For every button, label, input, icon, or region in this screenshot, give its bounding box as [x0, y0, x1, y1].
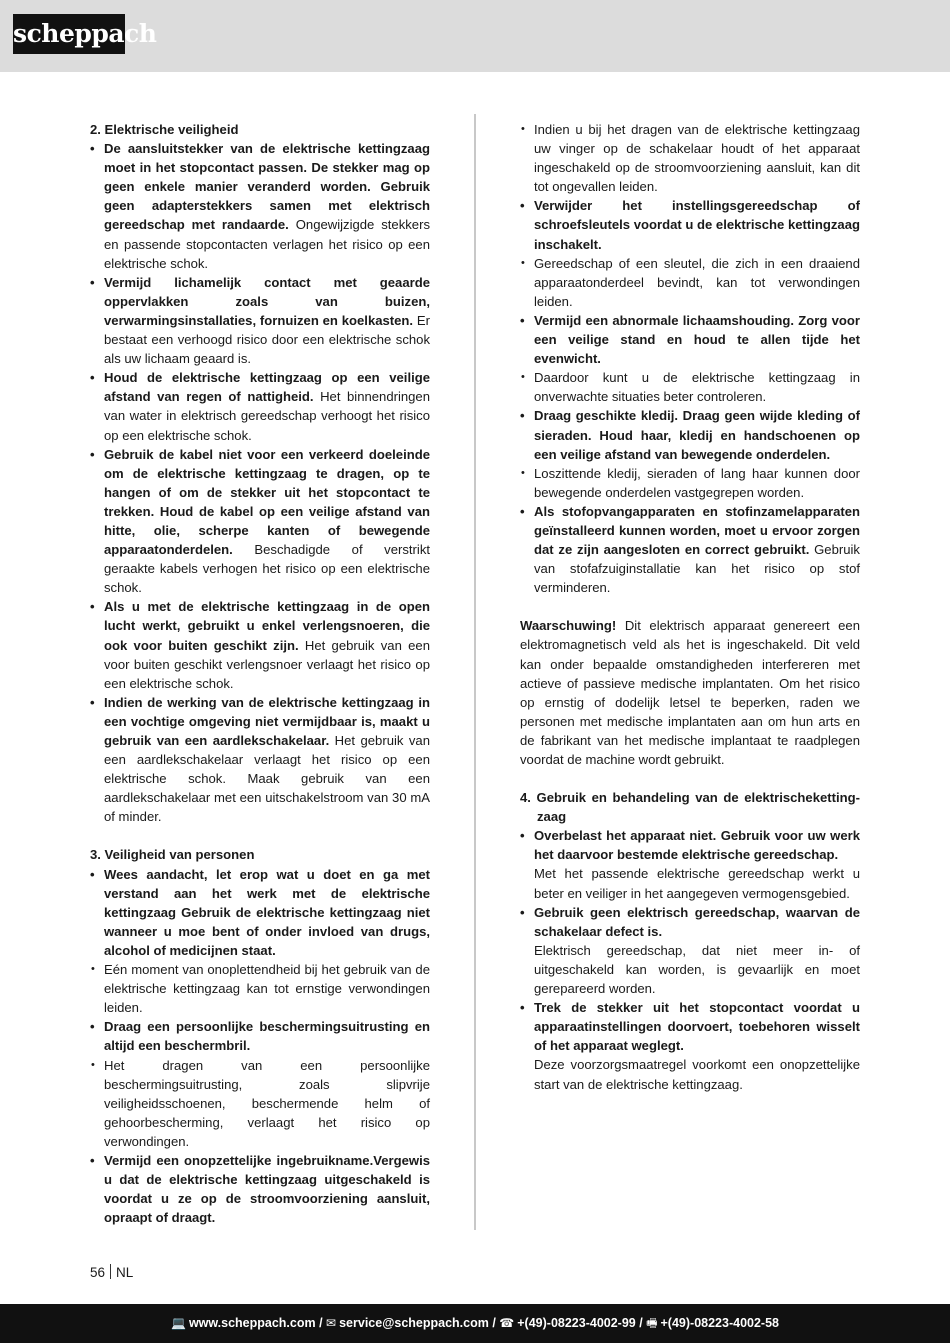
footer-website[interactable]: www.scheppach.com /: [188, 1316, 323, 1330]
bold-text: Draag een persoonlijke beschermingsuitrusting en altijd een beschermbril.: [104, 1019, 430, 1054]
body-text: Het dragen van een persoonlijke beschermingsuitrusting, zoals slipvrije veiligheidsschoenen, beschermende helm of gehoorbescherming, verlaagt het risico op verwondingen.: [104, 1057, 430, 1149]
bullet-item: [90, 597, 430, 692]
section-heading: 2. Elektrische veiligheid: [90, 122, 239, 137]
bullet-item: [520, 311, 860, 368]
section-heading: 3. Veiligheid van personen: [90, 847, 255, 863]
bullet-item: [520, 826, 860, 864]
bullet-item: [520, 998, 860, 1055]
bullet-item: [90, 273, 430, 368]
spacer: [90, 826, 430, 845]
body-text: Het binnendringen van water in elektrisch gereedschap verhoogt het risico op een elektrische schok.: [104, 389, 431, 443]
bold-text: Vermijd een abnormale lichaamshouding. Zorg voor een veilige stand en houd te allen tijde het evenwicht.: [534, 312, 860, 367]
body-text: Daardoor kunt u de elektrische kettingzaag in onverwachte situaties beter controleren.: [534, 370, 860, 405]
page-number-separator: [110, 1264, 111, 1279]
bullet-note: [520, 1055, 860, 1093]
bullet-explanation: [520, 464, 860, 502]
bullet-item: [90, 1151, 430, 1227]
body-text: Elektrisch gereedschap, dat niet meer in- of uitgeschakeld kan worden, is gevaarlijk en moet gerepareerd worden.: [534, 942, 860, 997]
bold-text: Waarschuwing!: [520, 618, 617, 634]
body-text: Loszittende kledij, sieraden of lang haar kunnen door bewegende onderdelen vastgegrepen worden.: [534, 465, 860, 500]
bullet-explanation: [90, 960, 430, 1017]
bold-text: Verwijder het instellingsgereedschap of schroefsleutels voordat u de elektrische kettingzaag inschakelt.: [534, 198, 860, 252]
footer-fax: +(49)-08223-4002-58: [660, 1316, 779, 1330]
bold-text: Vermijd lichamelijk contact met geaarde oppervlakken zoals van buizen, verwarmingsinstallaties, fornuizen en koelkasten.: [104, 274, 430, 328]
bold-text: Wees aandacht, let erop wat u doet en ga met verstand aan het werk met de elektrische kettingzaag Gebruik de elektrische kettingzaag niet wanneer u moe bent of onder invloed van drugs, alcohol of medicijnen staat.: [104, 866, 430, 958]
body-text: Met het passende elektrische gereedschap werkt u beter en veiliger in het aangegeven vermogensgebied.: [534, 866, 860, 901]
body-text: Het gebruik van een aardlekschakelaar verlaagt het risico op een elektrische schok. Maak gebruik van een aardlekschakelaar met een uitschakelstroom van 30 mA of minder.: [104, 733, 430, 825]
bullet-explanation: [520, 120, 860, 196]
body-text: Dit elektrisch apparaat genereert een elektromagnetisch veld als het is ingeschakeld. Dit veld kan onder bepaalde omstandigheden interfereren met actieve of passieve medische implantaten. Om het risico op ernstig of dodelijk letsel te beperken, raden we personen met medische implantaten aan om hun arts en de fabrikant van het medische implantaat te raadplegen voordat de machine wordt gebruikt.: [520, 618, 860, 767]
footer-phone: +(49)-08223-4002-99 /: [517, 1316, 643, 1330]
left-column: [90, 120, 430, 1227]
body-text: Gebruik van stofafzuiginstallatie kan het risico op stof verminderen.: [534, 542, 860, 596]
bold-text: Houd de elektrische kettingzaag op een veilige afstand van regen of nattigheid.: [104, 370, 430, 405]
bullet-item: [520, 406, 860, 463]
right-column: [520, 120, 860, 1094]
body-text: Eén moment van onoplettendheid bij het gebruik van de elektrische kettingzaag kan tot ernstige verwondingen leiden.: [104, 962, 430, 1016]
body-text: Indien u bij het dragen van de elektrische kettingzaag uw vinger op de schakelaar houdt of het apparaat ingeschakeld op de stroomvoorziening aansluit, kan dit tot ongevallen leiden.: [534, 122, 860, 195]
bullet-note: [520, 941, 860, 998]
bold-text: Draag geschikte kledij. Draag geen wijde kleding of sieraden. Houd haar, kledij en handschoenen op een veilige afstand van bewegende onderdelen.: [534, 408, 860, 462]
bold-text: Gebruik geen elektrisch gereedschap, waarvan de schakelaar defect is.: [534, 904, 860, 939]
bullet-note: [520, 864, 860, 902]
bullet-explanation: [520, 254, 860, 311]
body-text: Gereedschap of een sleutel, die zich in een draaiend apparaatonderdeel bevindt, kan tot verwondingen leiden.: [534, 255, 860, 309]
spacer: [520, 769, 860, 788]
body-text: Beschadigde of verstrikt geraakte kabels verhogen het risico op een elektrische schok.: [104, 542, 430, 596]
bullet-explanation: [90, 1056, 430, 1151]
footer-email[interactable]: service@scheppach.com /: [339, 1316, 496, 1330]
bullet-explanation: [520, 368, 860, 406]
page-footer: [0, 1304, 950, 1343]
body-text: Ongewijzigde stekkers en passende stopcontacten verlagen het risico op een elektrische schok.: [104, 217, 430, 271]
scheppach-logo: scheppach: [13, 14, 125, 54]
phone-icon: ☎: [499, 1316, 515, 1330]
bold-text: Overbelast het apparaat niet. Gebruik voor uw werk het daarvoor bestemde elektrische gereedschap.: [534, 828, 860, 863]
spacer: [520, 597, 860, 616]
column-divider: [474, 114, 476, 1230]
page-header: [0, 0, 950, 72]
page-language: NL: [116, 1265, 134, 1280]
bold-text: Indien de werking van de elektrische kettingzaag in een vochtige omgeving niet vermijdbaar is, maakt u gebruik van een aardlekschakelaar.: [104, 694, 430, 748]
bullet-item: [90, 368, 430, 444]
bullet-item: [520, 903, 860, 941]
page-number: [90, 1264, 133, 1280]
bold-text: Als u met de elektrische kettingzaag in de open lucht werkt, gebruikt u enkel verlengsnoeren, die ook voor buiten geschikt zijn.: [104, 599, 430, 653]
bullet-item: [90, 1017, 430, 1055]
bullet-item: [90, 139, 430, 273]
bullet-item: [90, 445, 430, 598]
bold-text: Vermijd een onopzettelijke ingebruikname.Vergewis u dat de elektrische kettingzaag uitgeschakeld is voordat u ze op de stroomvoorziening aansluit, opraapt of draagt.: [104, 1152, 430, 1226]
fax-icon: 🖷: [646, 1316, 658, 1330]
bullet-item: [90, 693, 430, 827]
body-text: Het gebruik van een voor buiten geschikt verlengsnoer verlaagt het risico op een elektrische schok.: [104, 637, 430, 691]
bullet-item: [90, 865, 430, 960]
bold-text: De aansluitstekker van de elektrische kettingzaag moet in het stopcontact passen. De stekker mag op geen enkele manier veranderd worden. Gebruik geen adapterstekkers samen met elektrisch gereedschap met randaarde.: [104, 141, 430, 233]
bullet-item: [520, 502, 860, 597]
mail-icon: ✉: [326, 1316, 337, 1330]
body-text: Er bestaat een verhoogd risico door een elektrische schok als uw lichaam geaard is.: [104, 312, 430, 367]
bullet-item: [520, 196, 860, 253]
page-number-value: 56: [90, 1265, 106, 1280]
warning-paragraph: [520, 616, 860, 769]
section-heading: 4. Gebruik en behandeling van de elektrischekettingzaag: [520, 790, 860, 825]
bold-text: Trek de stekker uit het stopcontact voordat u apparaatinstellingen doorvoert, toebehoren wisselt of het apparaat weglegt.: [534, 1000, 860, 1054]
body-text: Deze voorzorgsmaatregel voorkomt een onopzettelijke start van de elektrische kettingzaag.: [534, 1057, 860, 1092]
bold-text: Gebruik de kabel niet voor een verkeerd doeleinde om de elektrische kettingzaag te dragen, op te hangen of om de stekker uit het stopcontact te trekken. Houd de kabel op een veilige afstand van hitte, olie, scherpe kanten of bewegende apparaatonderdelen.: [104, 446, 430, 558]
bold-text: Als stofopvangapparaten en stofinzamelapparaten geïnstalleerd kunnen worden, moet u ervoor zorgen dat ze zijn aangesloten en correct gebruikt.: [534, 503, 860, 558]
computer-icon: 💻: [170, 1316, 186, 1330]
